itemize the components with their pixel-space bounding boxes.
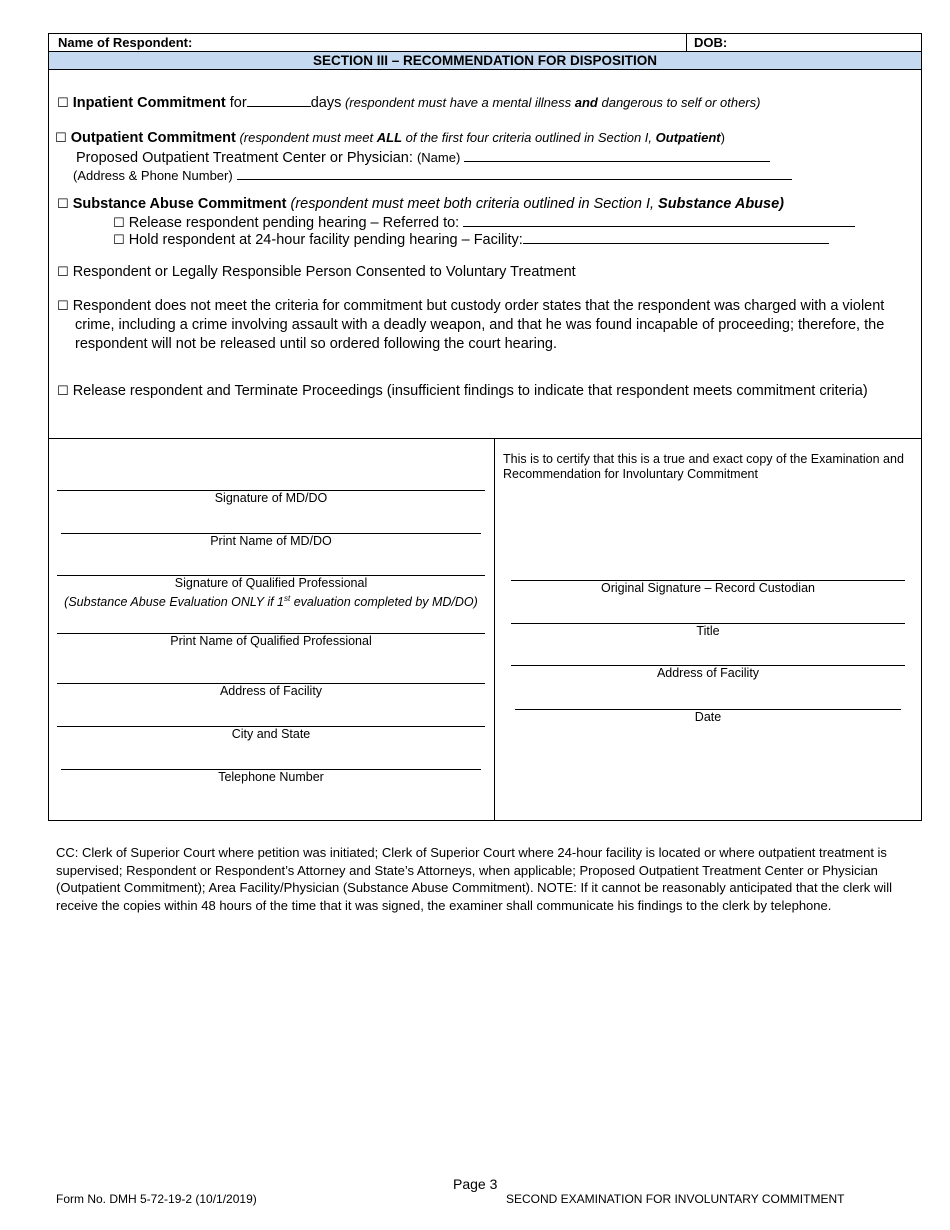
- outpatient-note: (respondent must meet: [235, 130, 377, 145]
- outpatient-note-mid: of the first four criteria outlined in Section I,: [402, 130, 656, 145]
- substance-release-label: Release respondent pending hearing – Referred to:: [128, 215, 460, 231]
- form-number: Form No. DMH 5-72-19-2 (10/1/2019): [56, 1192, 257, 1206]
- outpatient-name-field[interactable]: [464, 147, 770, 162]
- print-mddo-label: Print Name of MD/DO: [210, 534, 332, 548]
- outpatient-name-label: (Name): [416, 150, 461, 165]
- release-terminate-label: Release respondent and Terminate Proceedings (insufficient findings to indicate that respondent meets commitment criteria): [72, 383, 868, 399]
- voluntary-label: Respondent or Legally Responsible Person Consented to Voluntary Treatment: [72, 264, 576, 280]
- page-number: Page 3: [453, 1176, 498, 1192]
- outpatient-checkbox[interactable]: ☐: [55, 131, 67, 146]
- inpatient-for: for: [225, 95, 247, 111]
- date-label: Date: [694, 710, 722, 724]
- violent-crime-option: [57, 297, 911, 354]
- outpatient-address-row: [73, 165, 792, 186]
- inpatient-note: (respondent must have a mental illness: [341, 95, 575, 110]
- inpatient-days-field[interactable]: [247, 92, 311, 107]
- outpatient-address-field[interactable]: [237, 165, 792, 180]
- qp-note-sup: st: [284, 594, 291, 603]
- qp-note-a: (Substance Abuse Evaluation ONLY if 1: [64, 595, 284, 610]
- release-terminate-checkbox[interactable]: ☐: [57, 384, 69, 399]
- inpatient-days-label: days: [310, 95, 342, 111]
- signature-table-top-border: [49, 438, 921, 439]
- sig-mddo-label: Signature of MD/DO: [214, 491, 328, 505]
- inpatient-title: Inpatient Commitment: [72, 95, 226, 111]
- city-state-label: City and State: [231, 727, 311, 741]
- right-address-label: Address of Facility: [656, 666, 760, 680]
- sig-qp-label: Signature of Qualified Professional: [174, 576, 368, 590]
- substance-title: Substance Abuse Commitment: [72, 196, 287, 212]
- release-terminate-option: [57, 382, 885, 401]
- respondent-header-row: [49, 34, 921, 52]
- left-address-label: Address of Facility: [219, 684, 323, 698]
- outpatient-option: [55, 128, 725, 148]
- inpatient-checkbox[interactable]: ☐: [57, 96, 69, 111]
- signature-table-divider: [494, 438, 495, 821]
- substance-referred-field[interactable]: [463, 212, 855, 227]
- substance-facility-field[interactable]: [523, 229, 829, 244]
- outpatient-address-label: (Address & Phone Number): [73, 168, 233, 183]
- qp-note-b: evaluation completed by MD/DO): [290, 595, 478, 610]
- substance-hold-label: Hold respondent at 24-hour facility pending hearing – Facility:: [128, 232, 523, 248]
- voluntary-option: [57, 263, 576, 282]
- substance-note-sa: Substance Abuse): [658, 196, 784, 212]
- telephone-label: Telephone Number: [218, 770, 324, 784]
- section-title: SECTION III – RECOMMENDATION FOR DISPOSITION: [49, 52, 921, 70]
- substance-hold-row: [113, 229, 829, 250]
- voluntary-checkbox[interactable]: ☐: [57, 265, 69, 280]
- outpatient-note-end: ): [720, 130, 725, 145]
- orig-sig-label: Original Signature – Record Custodian: [600, 581, 815, 595]
- cc-paragraph: CC: Clerk of Superior Court where petition was initiated; Clerk of Superior Court where 24-hour facility is located or where outpatient treatment is supervised; Respondent or Respondent’s Attorney and State’s Attorneys, when applicable; Proposed Outpatient Treatment Center or Physician (Outpatient Commitment); Area Facility/Physician (Substance Abuse Commitment). NOTE: If it cannot be reasonably anticipated that the clerk will receive the copies within 48 hours of the time that it was signed, the examiner shall communicate his findings to the clerk by telephone.: [56, 845, 892, 913]
- inpatient-note-end: dangerous to self or others): [597, 95, 761, 110]
- certify-statement: This is to certify that this is a true and exact copy of the Examination and Recommendation for Involuntary Commitment: [503, 452, 904, 481]
- form-title: SECOND EXAMINATION FOR INVOLUNTARY COMMITMENT: [506, 1192, 845, 1206]
- outpatient-note-all: ALL: [376, 130, 403, 145]
- print-qp-label: Print Name of Qualified Professional: [170, 634, 372, 648]
- header-divider: [686, 34, 687, 51]
- violent-crime-checkbox[interactable]: ☐: [57, 299, 69, 314]
- respondent-name-label: Name of Respondent:: [58, 35, 193, 50]
- inpatient-option: [57, 92, 760, 113]
- form-frame: [48, 33, 922, 821]
- substance-checkbox[interactable]: ☐: [57, 197, 69, 212]
- qp-note: [57, 591, 485, 610]
- inpatient-note-and: and: [574, 95, 598, 110]
- outpatient-center-label: Proposed Outpatient Treatment Center or Physician:: [76, 150, 417, 166]
- title-label: Title: [696, 624, 720, 638]
- substance-note: (respondent must meet both criteria outlined in Section I,: [286, 196, 659, 212]
- outpatient-title: Outpatient Commitment: [70, 130, 236, 146]
- substance-release-checkbox[interactable]: ☐: [113, 216, 125, 231]
- dob-label: DOB:: [694, 35, 728, 50]
- substance-hold-checkbox[interactable]: ☐: [113, 233, 125, 248]
- violent-crime-label: Respondent does not meet the criteria for commitment but custody order states that the respondent was charged with a violent crime, including a crime involving assault with a deadly weapon, and that he was found incapable of proceeding; therefore, the respondent will not be released until so ordered following the court hearing.: [72, 298, 885, 352]
- outpatient-note-outpatient: Outpatient: [655, 130, 721, 145]
